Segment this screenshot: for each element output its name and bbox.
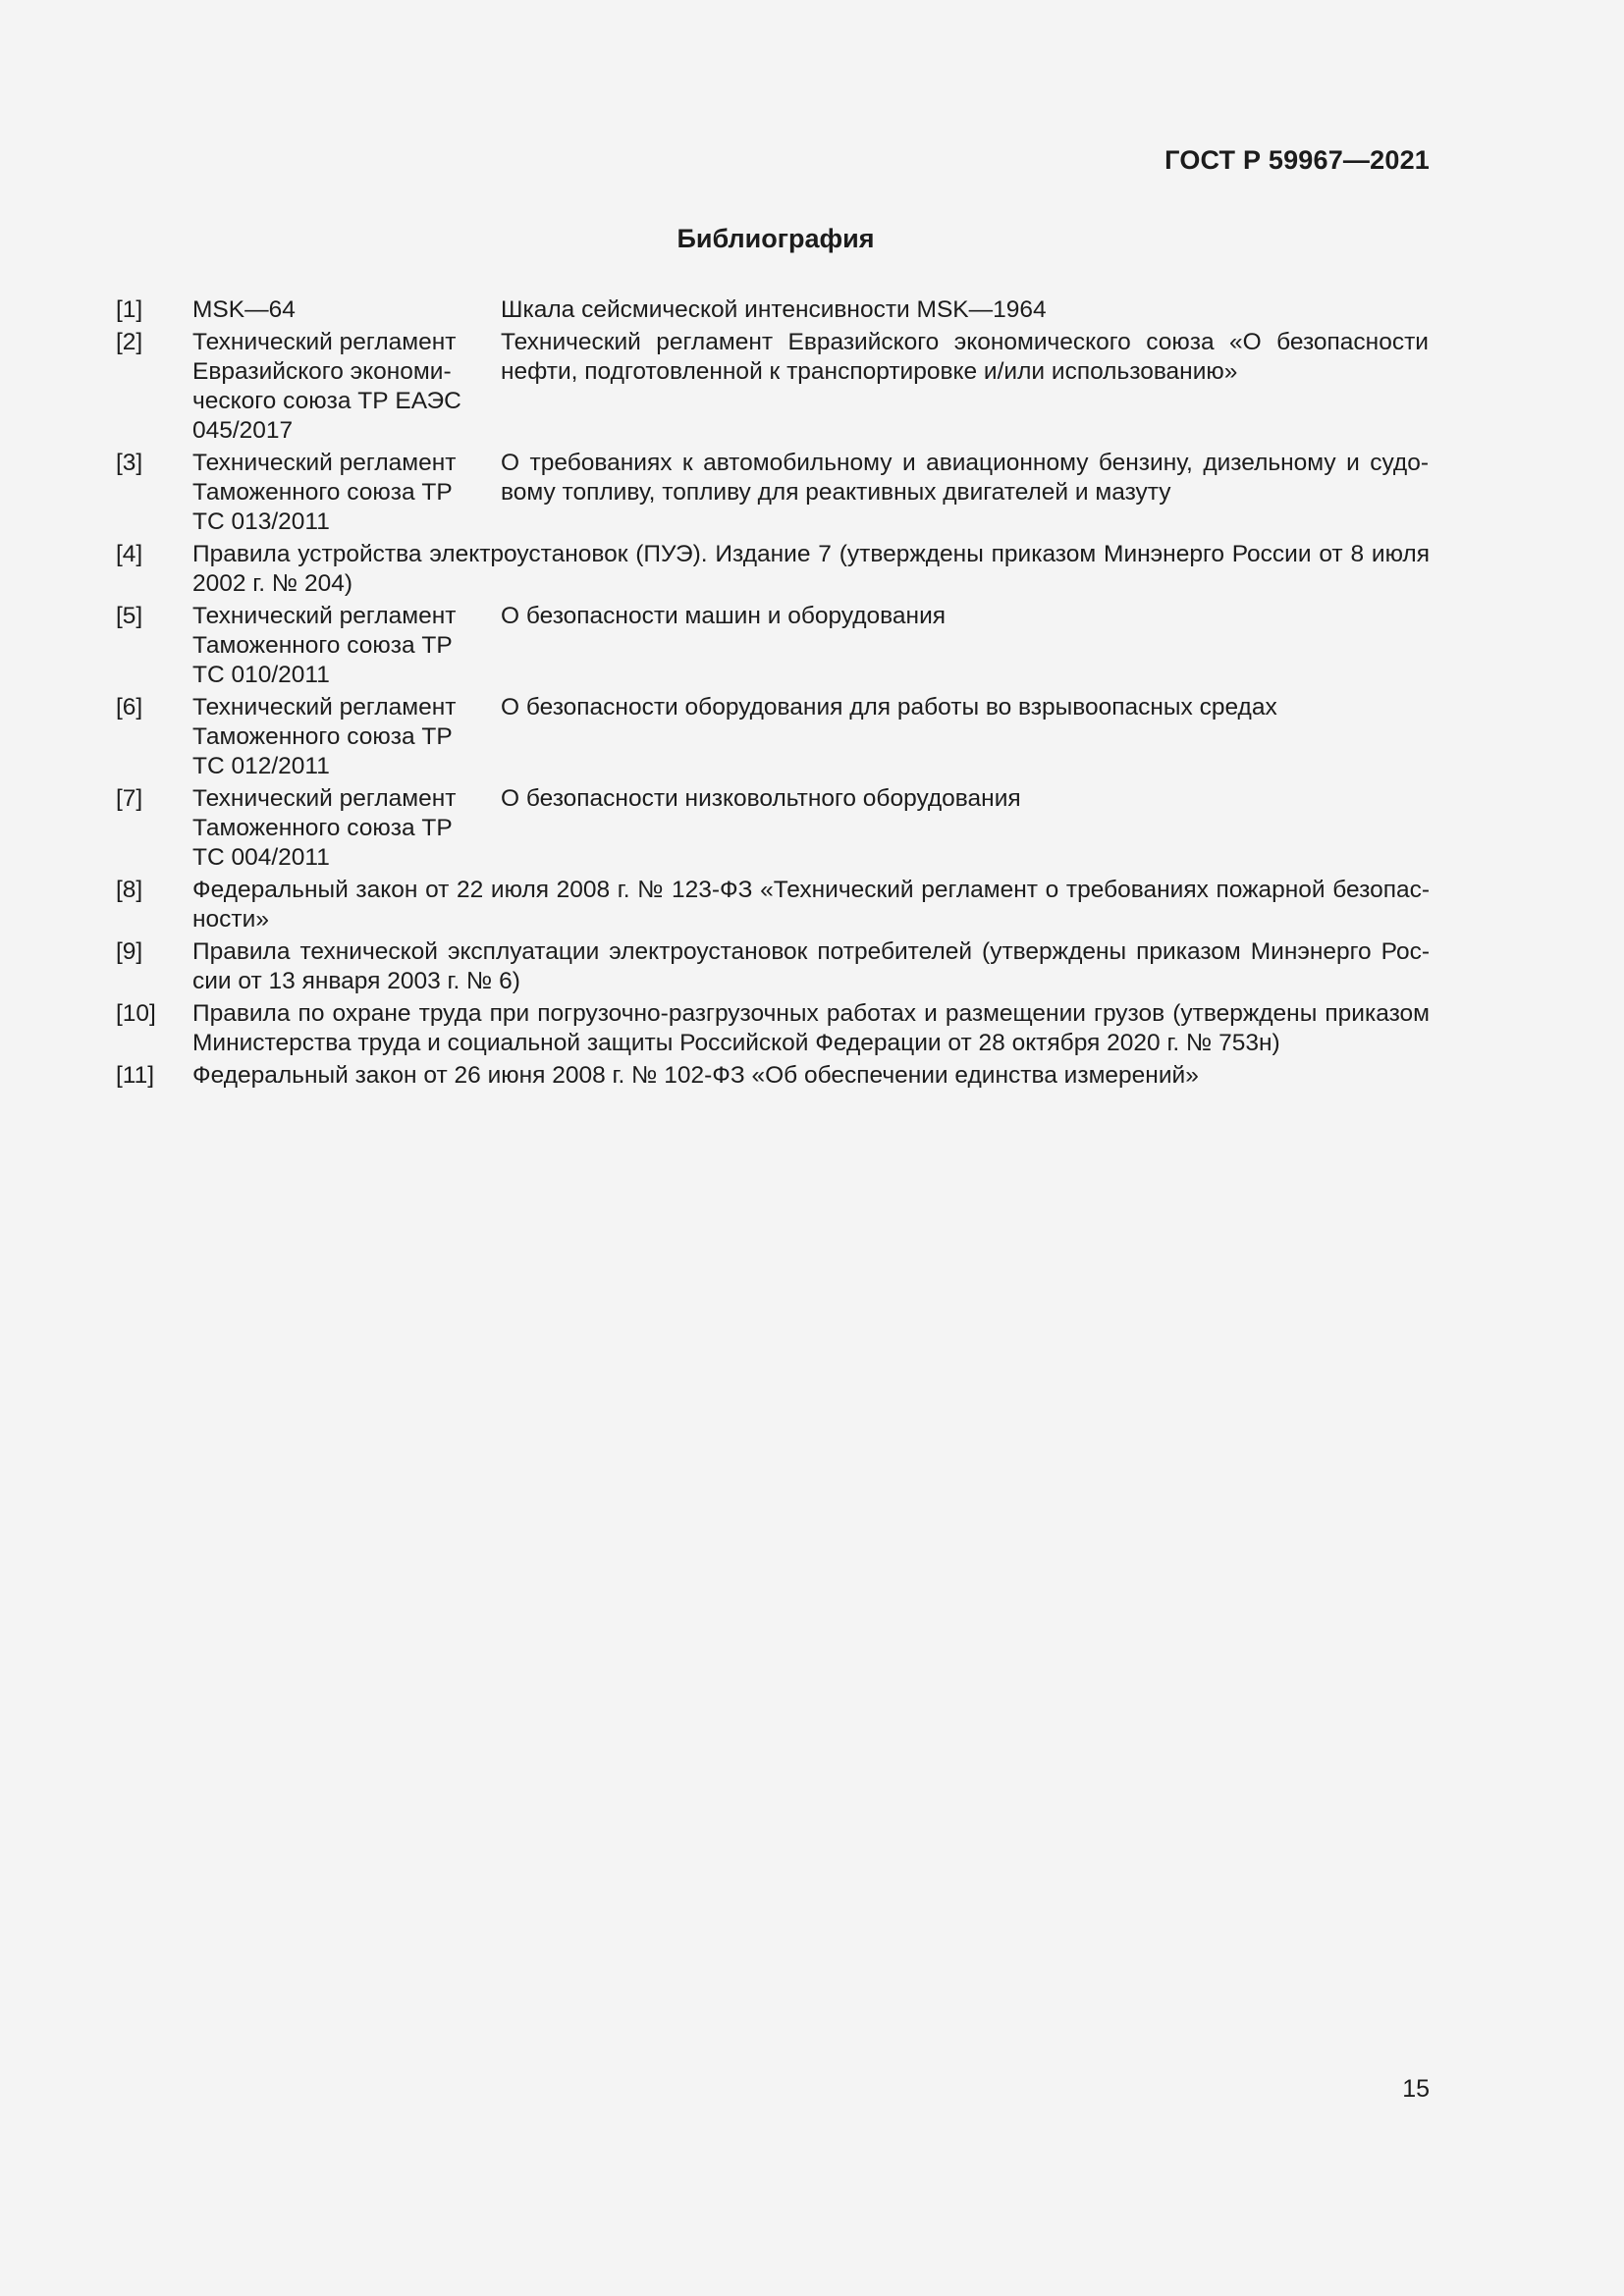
reference-description: О безопасности машин и оборудования	[501, 603, 947, 629]
bibliography-item	[116, 602, 1430, 690]
bibliography-list	[116, 295, 1430, 1094]
reference-document: Технический регламент Таможенного союза ТР ТС 004/2011	[192, 785, 457, 871]
reference-description: О требованиях к автомобильному и авиационному бензину, дизельному и судо-вому топливу, топливу для реактивных двигателей и мазуту	[501, 450, 1429, 506]
reference-document: Технический регламент Таможенного союза ТР ТС 010/2011	[192, 603, 457, 688]
document-code: ГОСТ Р 59967—2021	[1164, 145, 1430, 175]
reference-number: [7]	[116, 785, 143, 812]
bibliography-item	[116, 449, 1430, 537]
reference-number: [8]	[116, 877, 143, 903]
reference-number: [4]	[116, 541, 143, 567]
reference-document: MSK—64	[192, 296, 296, 323]
bibliography-item	[116, 693, 1430, 781]
reference-number: [3]	[116, 450, 143, 476]
bibliography-item	[116, 999, 1430, 1058]
reference-number: [11]	[116, 1062, 155, 1089]
reference-text: Федеральный закон от 26 июня 2008 г. № 102-ФЗ «Об обеспечении единства измерений»	[192, 1062, 1199, 1089]
reference-number: [1]	[116, 296, 143, 323]
bibliography-item	[116, 784, 1430, 873]
bibliography-item	[116, 540, 1430, 599]
reference-description: О безопасности оборудования для работы во взрывоопасных средах	[501, 694, 1277, 721]
reference-text: Правила технической эксплуатации электроустановок потребителей (утверждены приказом Минэнерго Рос-сии от 13 января 2003 г. № 6)	[192, 938, 1430, 994]
bibliography-item	[116, 295, 1430, 325]
bibliography-item	[116, 328, 1430, 446]
reference-document: Технический регламент Евразийского экономи-ческого союза ТР ЕАЭС 045/2017	[192, 329, 461, 444]
reference-description: Технический регламент Евразийского экономического союза «О безопасности нефти, подготовленной к транспортировке и/или использованию»	[501, 329, 1429, 385]
bibliography-item	[116, 1061, 1430, 1091]
reference-number: [2]	[116, 329, 143, 355]
reference-number: [10]	[116, 1000, 156, 1027]
reference-text: Правила устройства электроустановок (ПУЭ). Издание 7 (утверждены приказом Минэнерго России от 8 июля 2002 г. № 204)	[192, 541, 1430, 597]
page-title: Библиография	[677, 224, 875, 253]
page-number: 15	[1402, 2075, 1430, 2103]
reference-text: Правила по охране труда при погрузочно-разгрузочных работах и размещении грузов (утверждены приказом Министерства труда и социальной защиты Российской Федерации от 28 октября 2020 г. № 753н)	[192, 1000, 1430, 1056]
bibliography-item	[116, 937, 1430, 996]
reference-document: Технический регламент Таможенного союза ТР ТС 012/2011	[192, 694, 457, 779]
reference-description: Шкала сейсмической интенсивности MSK—1964	[501, 296, 1047, 323]
reference-description: О безопасности низковольтного оборудования	[501, 785, 1021, 812]
reference-number: [9]	[116, 938, 143, 965]
reference-document: Технический регламент Таможенного союза ТР ТС 013/2011	[192, 450, 457, 535]
bibliography-item	[116, 876, 1430, 934]
reference-number: [6]	[116, 694, 143, 721]
reference-text: Федеральный закон от 22 июля 2008 г. № 123-ФЗ «Технический регламент о требованиях пожарной безопас-ности»	[192, 877, 1430, 933]
reference-number: [5]	[116, 603, 143, 629]
